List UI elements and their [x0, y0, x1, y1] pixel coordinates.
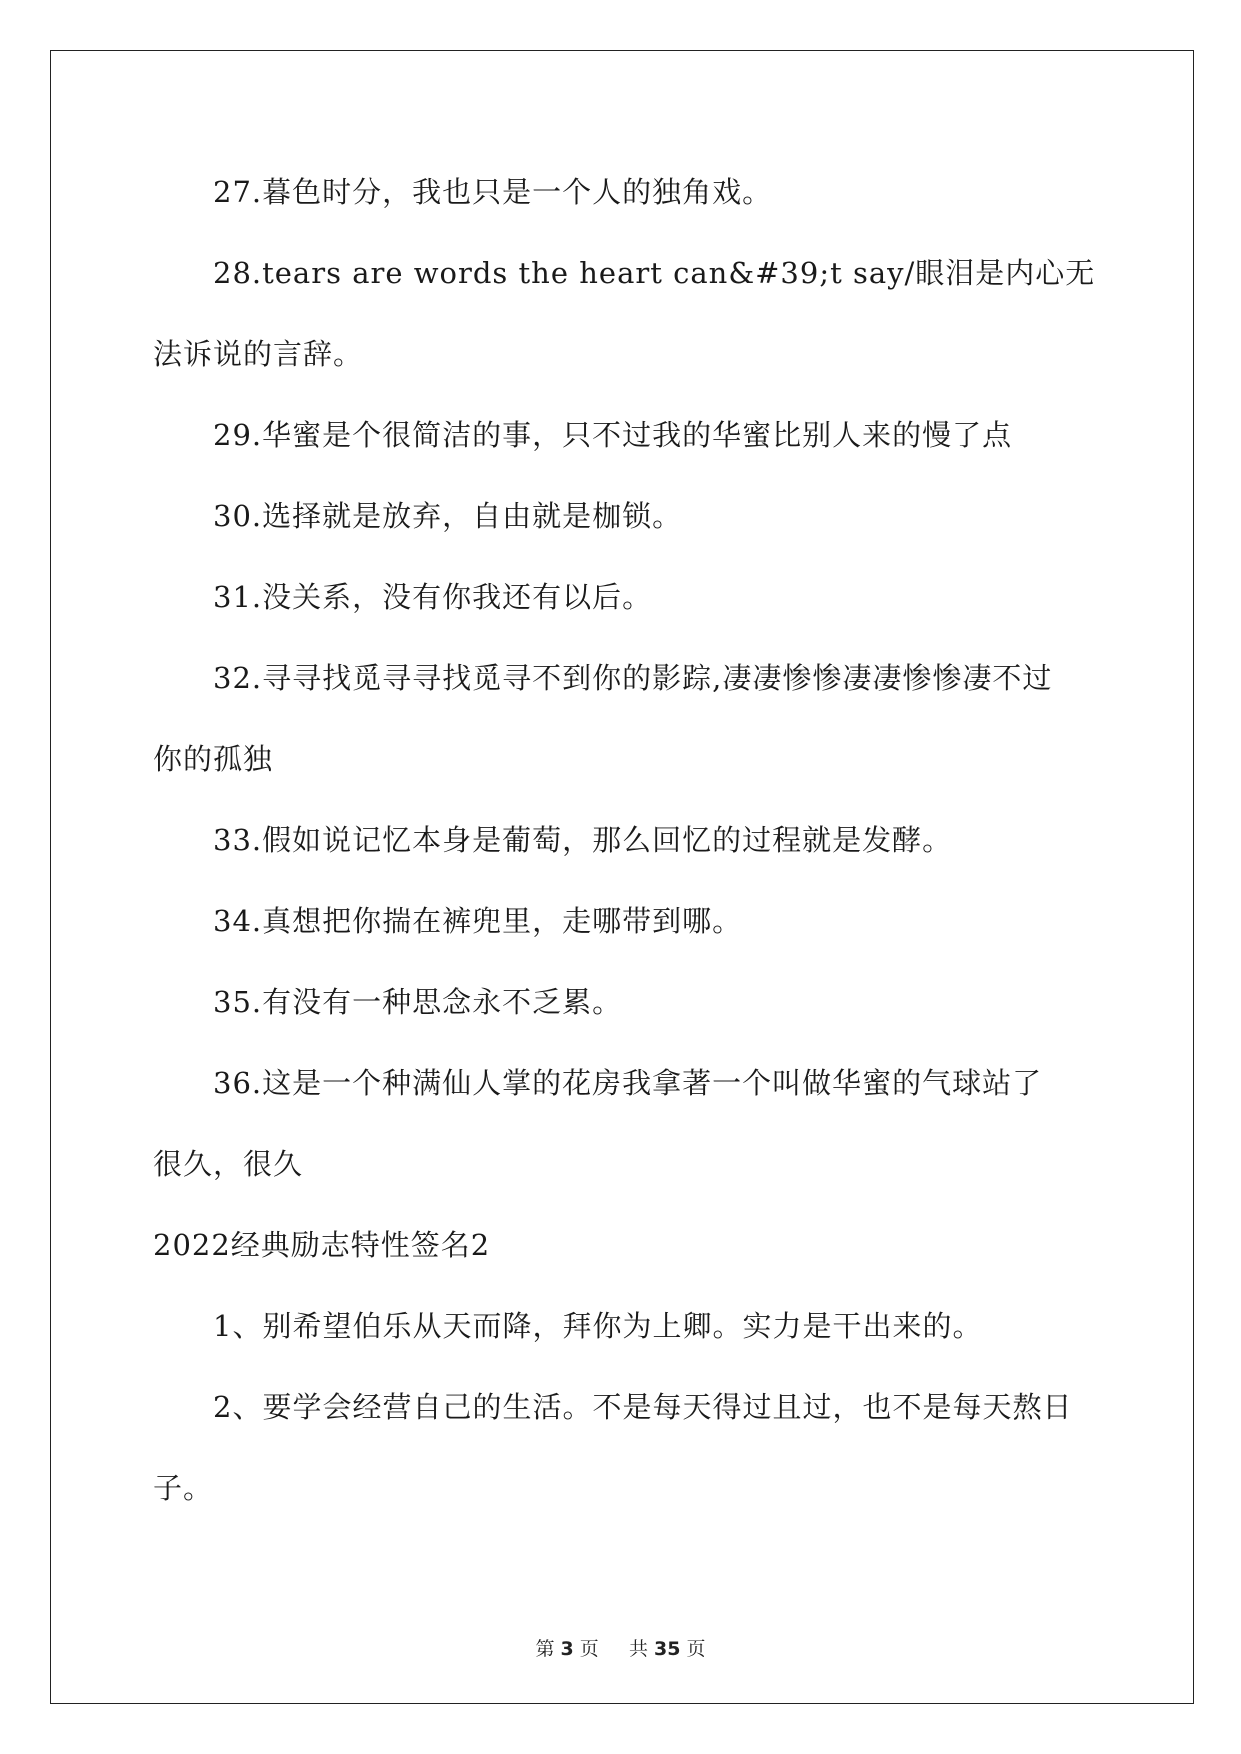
paragraph-line-s2: 2、要学会经营自己的生活。不是每天得过且过，也不是每天熬日 [213, 1390, 1073, 1424]
paragraph-line-30: 30.选择就是放弃，自由就是枷锁。 [213, 499, 683, 533]
paragraph-line-29: 29.华蜜是个很简洁的事，只不过我的华蜜比别人来的慢了点 [213, 418, 1013, 452]
paragraph-line-33: 33.假如说记忆本身是葡萄，那么回忆的过程就是发酵。 [213, 823, 953, 857]
paragraph-line-34: 34.真想把你揣在裤兜里，走哪带到哪。 [213, 904, 743, 938]
section-heading: 2022经典励志特性签名2 [153, 1228, 491, 1262]
paragraph-line-s1: 1、别希望伯乐从天而降，拜你为上卿。实力是干出来的。 [213, 1309, 983, 1343]
paragraph-line-35: 35.有没有一种思念永不乏累。 [213, 985, 623, 1019]
paragraph-line-28-cont: 法诉说的言辞。 [153, 337, 364, 371]
page-current: 3 [560, 1638, 574, 1660]
page-prefix: 第 [535, 1638, 555, 1660]
paragraph-line-36: 36.这是一个种满仙人掌的花房我拿著一个叫做华蜜的气球站了 [213, 1066, 1043, 1100]
paragraph-line-31: 31.没关系，没有你我还有以后。 [213, 580, 653, 614]
paragraph-line-36-cont: 很久，很久 [153, 1147, 304, 1181]
total-prefix: 共 [628, 1638, 648, 1660]
page-suffix: 页 [579, 1638, 599, 1660]
total-pages: 35 [653, 1638, 681, 1660]
page-frame [50, 50, 1194, 1704]
paragraph-line-s2-cont: 子。 [153, 1471, 214, 1505]
paragraph-line-32-cont: 你的孤独 [153, 742, 274, 776]
paragraph-line-28: 28.tears are words the heart can&#39;t say/眼泪是内心无 [213, 256, 1096, 290]
total-suffix: 页 [686, 1638, 706, 1660]
paragraph-line-32: 32.寻寻找觅寻寻找觅寻不到你的影踪,凄凄惨惨凄凄惨惨凄不过 [213, 661, 1053, 695]
paragraph-line-27: 27.暮色时分，我也只是一个人的独角戏。 [213, 175, 773, 209]
page-footer [0, 1634, 1241, 1661]
